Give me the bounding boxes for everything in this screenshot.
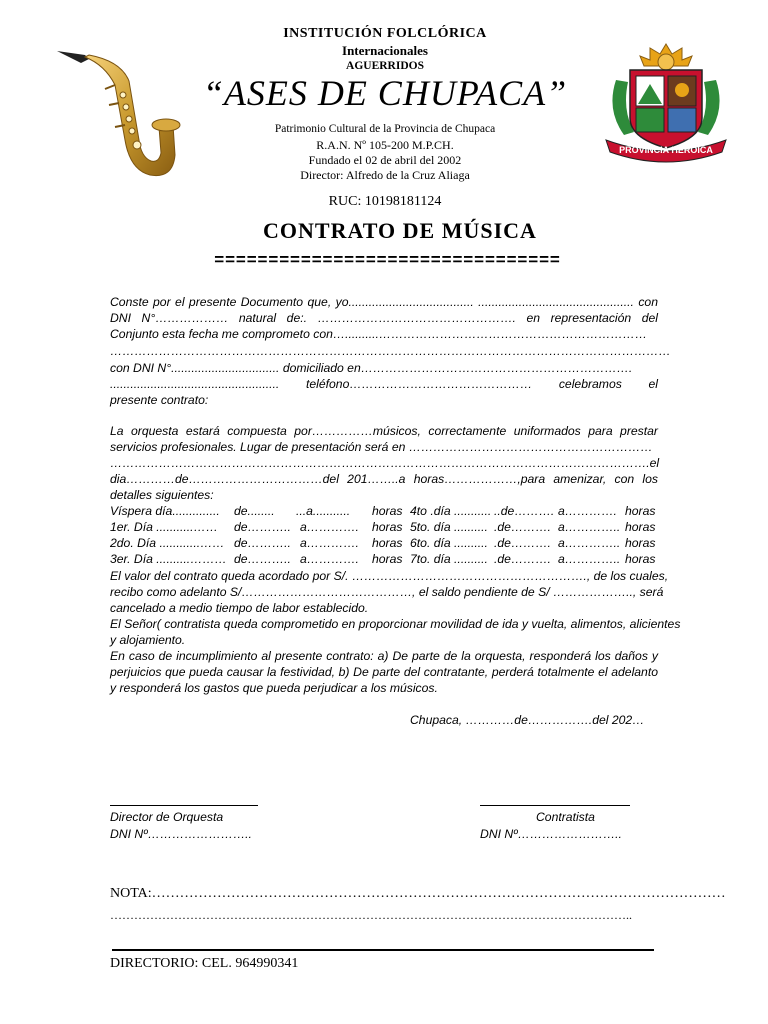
schedule-cell: 7to. día .......... — [410, 552, 488, 566]
body-line: .................................................. teléfono……………………………………… celebramos el — [110, 377, 658, 391]
schedule-cell: Víspera día.............. — [110, 504, 220, 518]
body-line: DNI N°……………… natural de:. …………………………………………. en representación del — [110, 311, 658, 325]
schedule-cell: horas — [372, 520, 403, 534]
nota-line: NOTA:…………………………………………………………………………………………………………… — [110, 886, 726, 901]
title-separator: ================================ — [214, 250, 561, 269]
schedule-cell: horas — [372, 504, 403, 518]
schedule-cell: de……….. — [234, 552, 291, 566]
body-line: ………………………………………………………………………………………………………………………… — [110, 344, 671, 358]
schedule-cell: a………….. — [558, 536, 621, 550]
schedule-cell: 3er. Día ..........……… — [110, 552, 227, 566]
footer-rule — [112, 949, 654, 951]
body-line: …………………………………………………………………………………………………………………….el — [110, 456, 660, 470]
body-line: El valor del contrato queda acordado por S/. …………………………………………………., de los cuales, — [110, 569, 669, 583]
schedule-row — [110, 536, 658, 552]
schedule-row — [110, 520, 658, 536]
schedule-cell: a…………. — [300, 552, 359, 566]
contratista-role-label: Contratista — [536, 810, 595, 824]
schedule-cell: horas — [625, 504, 656, 518]
body-line: La orquesta estará compuesta por……………músicos, correctamente uniformados para prestar — [110, 424, 658, 438]
body-line: detalles siguientes: — [110, 488, 214, 502]
nota-line-2: ………………………………………………………………………………………………………………….. — [110, 908, 632, 922]
schedule-cell: de……….. — [234, 536, 291, 550]
body-line: presente contrato: — [110, 393, 209, 407]
director-dni-label: DNI Nº…………………….. — [110, 827, 252, 841]
schedule-cell: horas — [625, 520, 656, 534]
schedule-cell: .de………. — [494, 536, 551, 550]
saxophone-image — [55, 45, 195, 195]
schedule-cell: 1er. Día ...........…… — [110, 520, 218, 534]
schedule-cell: ...a........... — [296, 504, 351, 518]
group-name-title: “ASES DE CHUPACA” — [202, 73, 568, 113]
schedule-cell: 5to. día .......... — [410, 520, 488, 534]
body-line: Conste por el presente Documento que, yo..................................... .............................................. con — [110, 295, 658, 309]
schedule-cell: 6to. día .......... — [410, 536, 488, 550]
director-role-label: Director de Orquesta — [110, 810, 224, 824]
signature-line-right — [480, 805, 630, 806]
schedule-cell: 4to .día ........... — [410, 504, 492, 518]
schedule-cell: a…………. — [300, 536, 359, 550]
contract-title: CONTRATO DE MÚSICA — [263, 218, 537, 243]
schedule-cell: .de………. — [494, 520, 551, 534]
director-line: Director: Alfredo de la Cruz Aliaga — [300, 168, 470, 182]
schedule-cell: horas — [372, 552, 403, 566]
body-line: con DNI N°................................ domiciliado en…………………………………………………………. — [110, 361, 633, 375]
schedule-cell: a………….. — [558, 520, 621, 534]
directory-phone: DIRECTORIO: CEL. 964990341 — [110, 956, 299, 971]
schedule-cell: 2do. Día ............…… — [110, 536, 225, 550]
schedule-cell: a………….. — [558, 552, 621, 566]
institution-heading: INSTITUCIÓN FOLCLÓRICA — [283, 26, 487, 41]
schedule-cell: ..de………. — [494, 504, 555, 518]
signature-line-left — [110, 805, 258, 806]
body-line: El Señor( contratista queda comprometido en proporcionar movilidad de ida y vuelta, alimentos, alicientes — [110, 617, 681, 631]
subtitle-internacionales: Internacionales — [342, 43, 428, 58]
schedule-cell: a…………. — [300, 520, 359, 534]
body-line: cancelado a medio tiempo de labor establecido. — [110, 601, 369, 615]
founded-line: Fundado el 02 de abril del 2002 — [308, 153, 462, 167]
body-line: y responderá los gastos que pueda perjudicar a los músicos. — [110, 681, 438, 695]
body-line: En caso de incumplimiento al presente contrato: a) De parte de la orquesta, responderá los daños y — [110, 649, 658, 663]
schedule-cell: horas — [625, 552, 656, 566]
body-line: Conjunto esta fecha me comprometo con…..........………………………………………………………… — [110, 327, 648, 341]
schedule-cell: horas — [372, 536, 403, 550]
heritage-line: Patrimonio Cultural de la Provincia de Chupaca — [274, 123, 496, 135]
schedule-row — [110, 504, 658, 520]
crest-ribbon-text: PROVINCIA HEROICA — [619, 145, 713, 155]
ruc-line: RUC: 10198181124 — [328, 194, 442, 209]
subtitle-aguerridos: AGUERRIDOS — [346, 60, 424, 72]
schedule-row — [110, 552, 658, 568]
body-line: dia…………de……………………………del 201……..a horas………………,para amenizar, con los — [110, 472, 658, 486]
schedule-cell: .de………. — [494, 552, 551, 566]
contratista-dni-label: DNI Nº…………………….. — [480, 827, 622, 841]
body-line: servicios profesionales. Lugar de presentación será en …………………………………………………… — [110, 440, 653, 454]
body-line: y alojamiento. — [110, 633, 186, 647]
place-date: Chupaca, …………de…………….del 202… — [410, 713, 645, 727]
schedule-cell: a…………. — [558, 504, 617, 518]
schedule-cell: de……….. — [234, 520, 291, 534]
body-line: perjuicios que pueda causar la festividad, b) De parte del contratante, perderá totalmente el adelanto — [110, 665, 658, 679]
schedule-cell: de........ — [234, 504, 275, 518]
schedule-cell: horas — [625, 536, 656, 550]
schedule-table — [110, 504, 658, 568]
body-line: recibo como adelanto S/……………………………………, el saldo pendiente de S/ ……………….., será — [110, 585, 664, 599]
ran-line: R.A.N. Nº 105-200 M.P.CH. — [316, 138, 454, 152]
